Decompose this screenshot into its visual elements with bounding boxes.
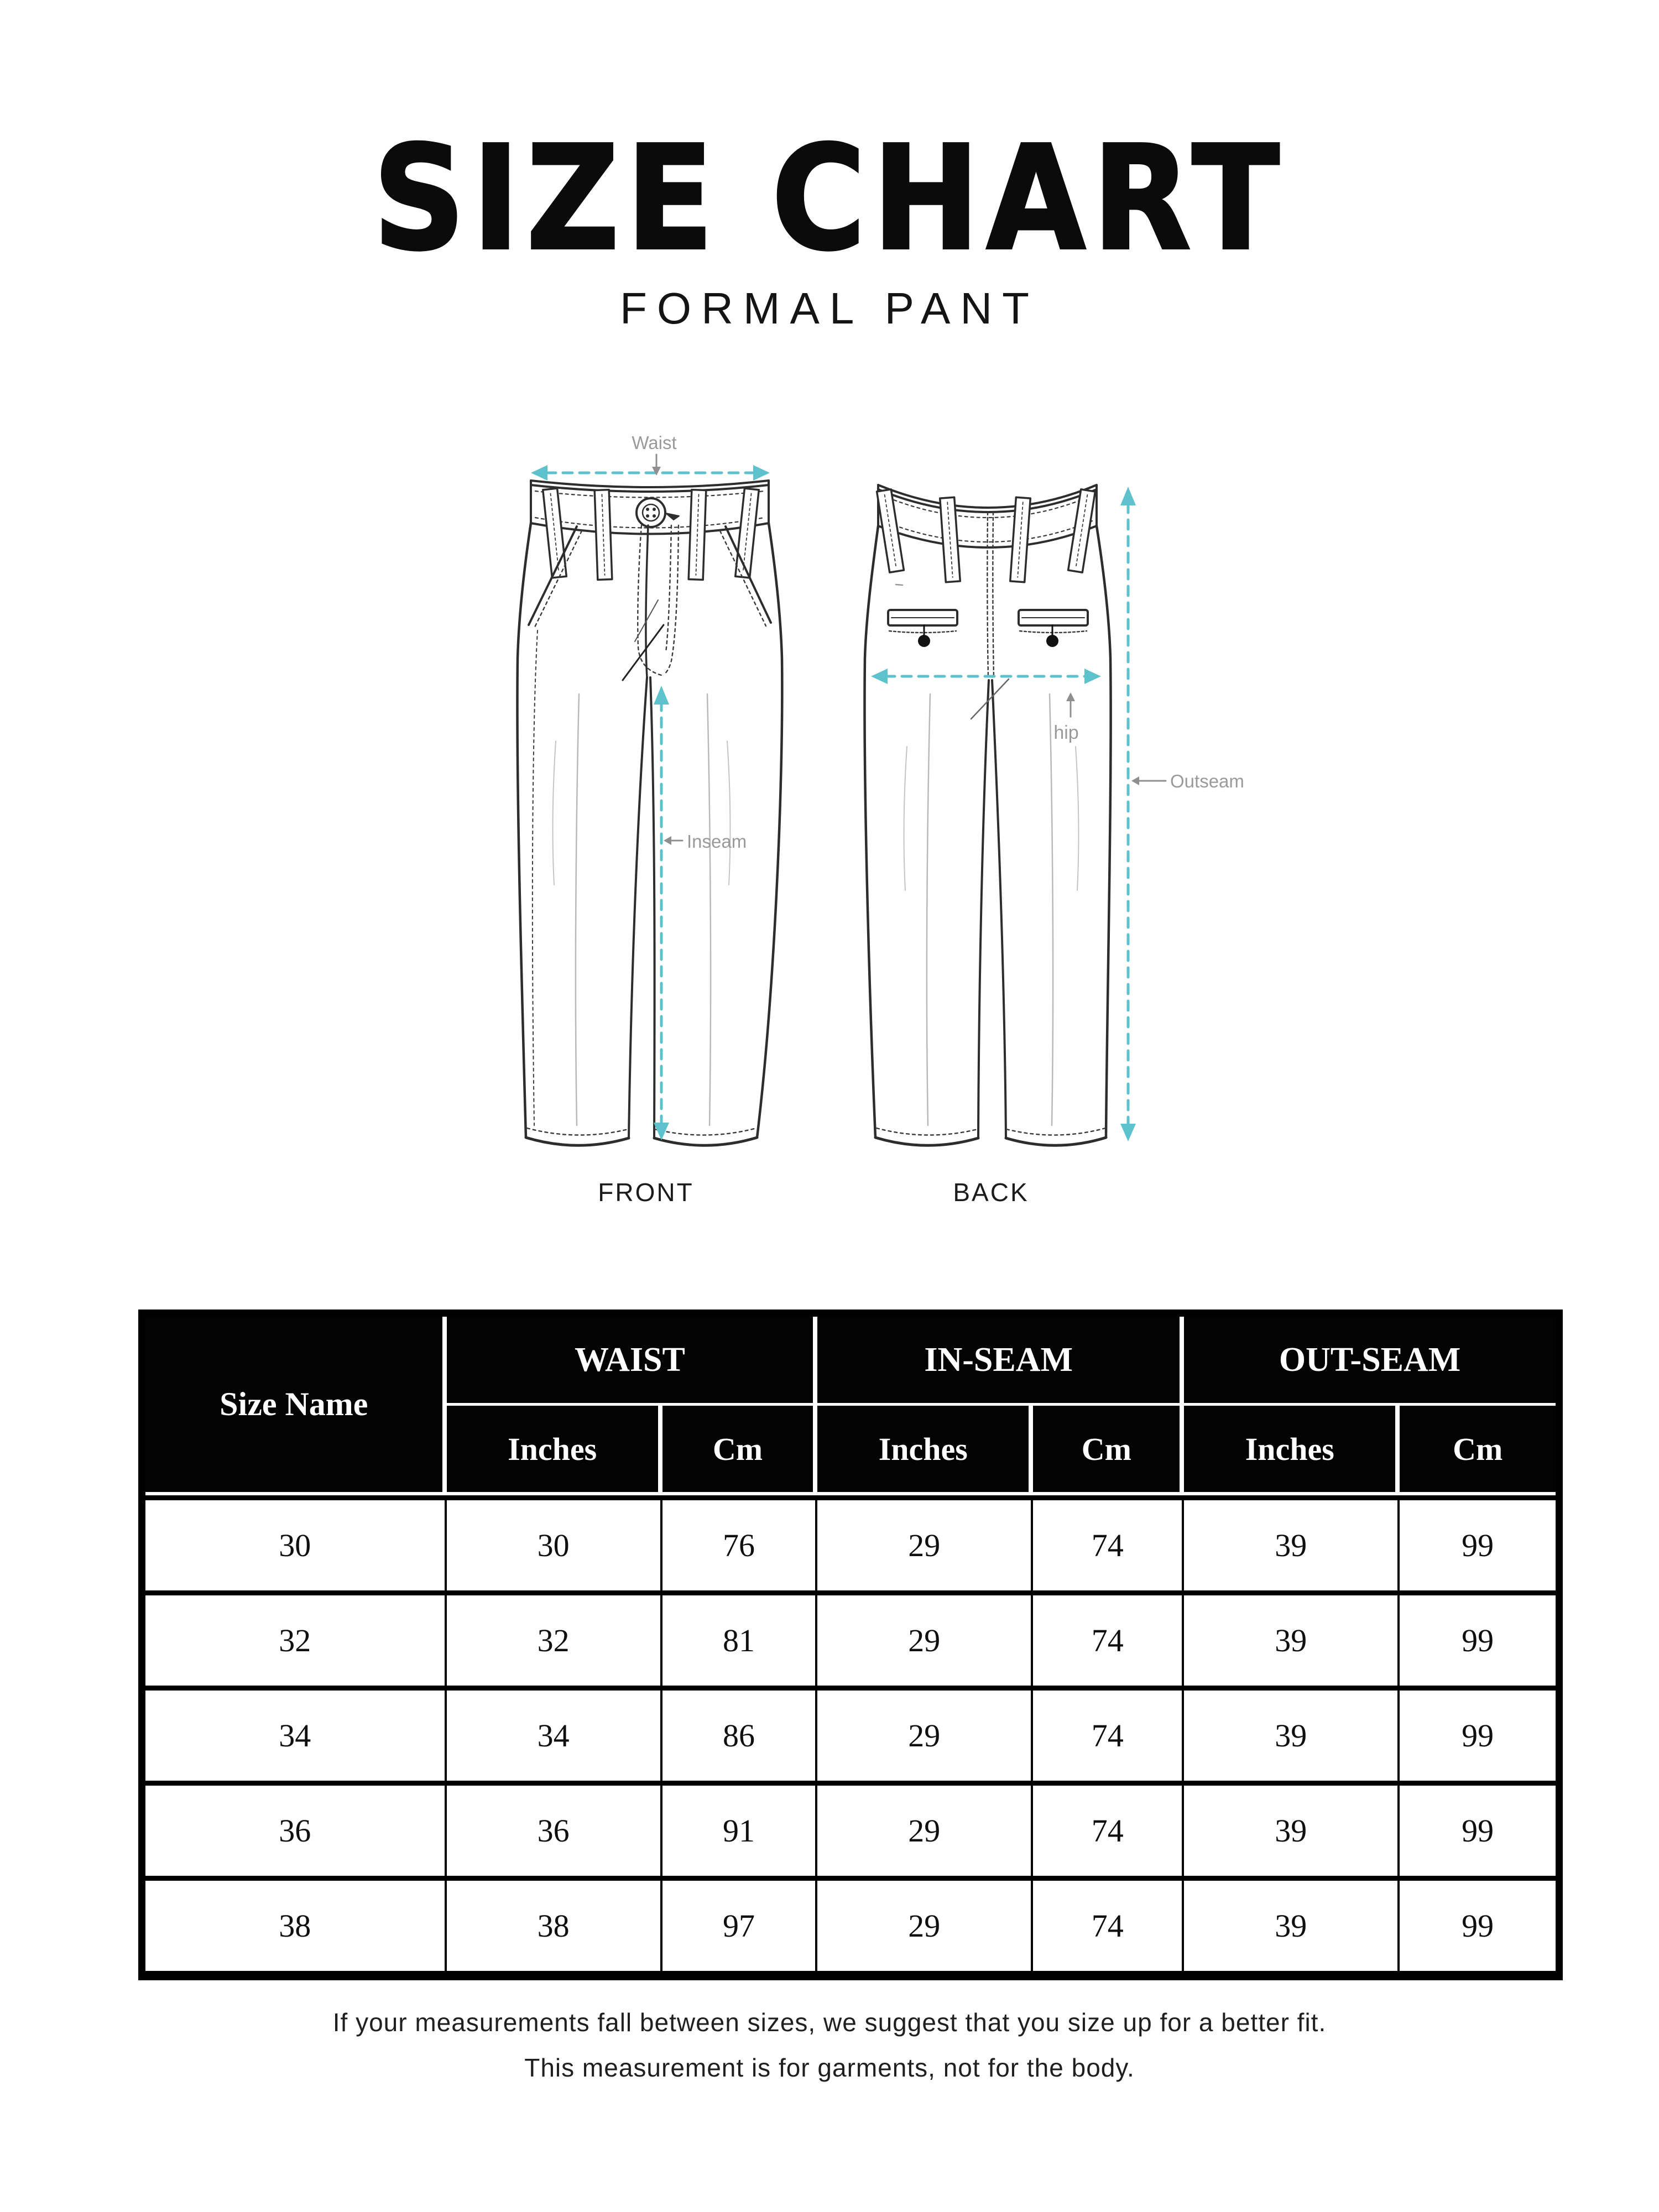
fit-advice-text	[0, 2000, 1659, 2090]
cell-inseam-cm: 74	[1031, 1495, 1182, 1590]
table-row-size-32	[145, 1590, 1556, 1686]
column-header-waist-cm: Cm	[660, 1406, 816, 1495]
cell-outseam-inches: 39	[1182, 1781, 1397, 1876]
size-table-section	[138, 1310, 1563, 1980]
cell-size: 34	[145, 1686, 445, 1781]
inseam-measure-line	[654, 686, 669, 1140]
cell-inseam-inches: 29	[815, 1686, 1031, 1781]
waist-measure-line	[531, 465, 770, 481]
back-pant-drawing	[864, 420, 1171, 1145]
cell-size: 30	[145, 1495, 445, 1590]
cell-outseam-inches: 39	[1182, 1876, 1397, 1971]
inseam-label: Inseam	[687, 831, 747, 852]
cell-waist-inches: 34	[445, 1686, 660, 1781]
column-header-inseam-cm: Cm	[1031, 1406, 1182, 1495]
cell-inseam-inches: 29	[815, 1781, 1031, 1876]
page-title: SIZE CHART	[373, 115, 1286, 283]
back-caption: BACK	[953, 1178, 1029, 1207]
column-group-outseam: OUT-SEAM	[1182, 1317, 1556, 1406]
column-header-inseam-inches: Inches	[815, 1406, 1031, 1495]
cell-inseam-cm: 74	[1031, 1590, 1182, 1686]
cell-waist-cm: 76	[660, 1495, 816, 1590]
cell-inseam-inches: 29	[815, 1495, 1031, 1590]
cell-waist-inches: 32	[445, 1590, 660, 1686]
waist-label: Waist	[632, 432, 677, 453]
cell-outseam-cm: 99	[1397, 1686, 1556, 1781]
cell-waist-cm: 81	[660, 1590, 816, 1686]
outseam-label: Outseam	[1170, 771, 1244, 791]
table-row-size-38	[145, 1876, 1556, 1971]
column-group-waist: WAIST	[445, 1317, 816, 1406]
cell-outseam-inches: 39	[1182, 1686, 1397, 1781]
cell-waist-cm: 86	[660, 1686, 816, 1781]
column-header-outseam-cm: Cm	[1397, 1406, 1556, 1495]
cell-size: 38	[145, 1876, 445, 1971]
pant-technical-drawing	[470, 420, 1244, 1250]
cell-waist-cm: 91	[660, 1781, 816, 1876]
cell-outseam-inches: 39	[1182, 1590, 1397, 1686]
cell-waist-inches: 38	[445, 1876, 660, 1971]
front-button-icon	[637, 498, 679, 527]
cell-inseam-cm: 74	[1031, 1781, 1182, 1876]
page-subtitle: FORMAL PANT	[619, 284, 1040, 333]
back-pocket-right	[1019, 610, 1088, 647]
inseam-pointer-arrow-icon	[664, 836, 682, 845]
cell-outseam-cm: 99	[1397, 1781, 1556, 1876]
hip-pointer-arrow-icon	[1066, 692, 1075, 717]
table-row-size-34	[145, 1686, 1556, 1781]
column-header-size-name: Size Name	[145, 1317, 445, 1495]
cell-outseam-cm: 99	[1397, 1590, 1556, 1686]
cell-inseam-inches: 29	[815, 1590, 1031, 1686]
cell-inseam-inches: 29	[815, 1876, 1031, 1971]
cell-outseam-cm: 99	[1397, 1495, 1556, 1590]
column-header-waist-inches: Inches	[445, 1406, 660, 1495]
cell-waist-cm: 97	[660, 1876, 816, 1971]
column-group-inseam: IN-SEAM	[815, 1317, 1182, 1406]
cell-inseam-cm: 74	[1031, 1686, 1182, 1781]
cell-waist-inches: 36	[445, 1781, 660, 1876]
fit-advice-line-2: This measurement is for garments, not for the body.	[524, 2053, 1135, 2082]
cell-size: 32	[145, 1590, 445, 1686]
cell-inseam-cm: 74	[1031, 1876, 1182, 1971]
table-row-size-30	[145, 1495, 1556, 1590]
table-row-size-36	[145, 1781, 1556, 1876]
cell-outseam-cm: 99	[1397, 1876, 1556, 1971]
fit-advice-line-1: If your measurements fall between sizes, we suggest that you size up for a better fit.	[332, 2008, 1327, 2037]
outseam-measure-line	[1120, 487, 1136, 1141]
hip-measure-line	[871, 669, 1101, 684]
cell-size: 36	[145, 1781, 445, 1876]
column-header-outseam-inches: Inches	[1182, 1406, 1397, 1495]
size-chart-table	[138, 1310, 1563, 1980]
cell-outseam-inches: 39	[1182, 1495, 1397, 1590]
cell-waist-inches: 30	[445, 1495, 660, 1590]
front-pant-drawing	[517, 481, 782, 1145]
back-pocket-left	[888, 610, 957, 647]
front-caption: FRONT	[598, 1178, 694, 1207]
hip-label: hip	[1053, 722, 1079, 743]
outseam-pointer-arrow-icon	[1131, 776, 1166, 785]
